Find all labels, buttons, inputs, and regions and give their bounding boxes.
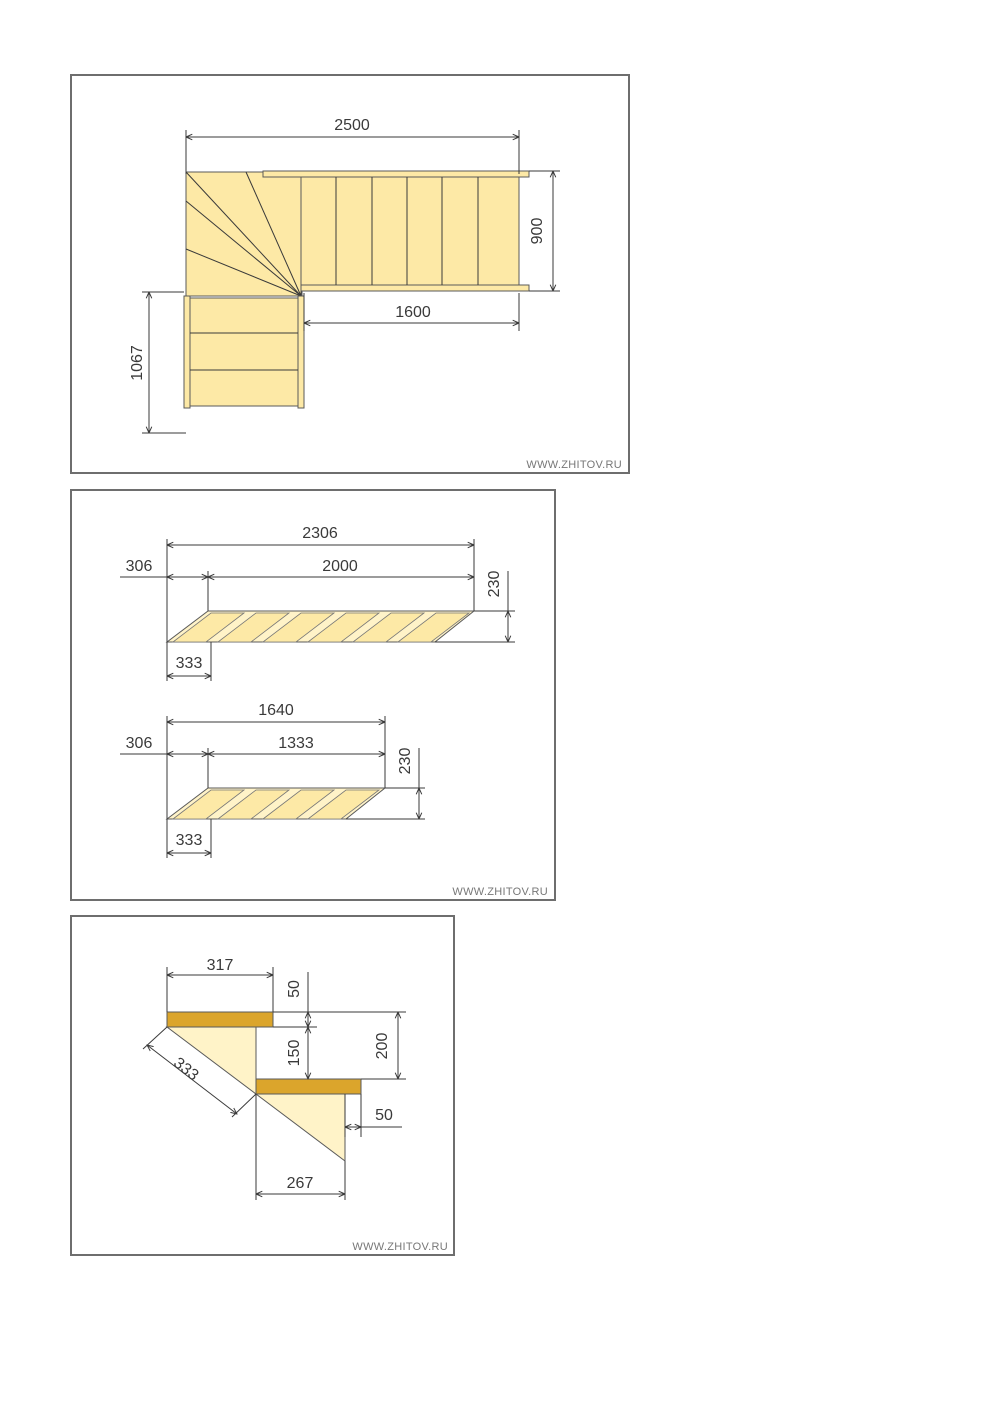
long-height-label: 230 (486, 570, 503, 598)
tread-thickness-label: 50 (286, 980, 303, 998)
short-step-label: 333 (175, 832, 203, 849)
short-total-label: 1640 (258, 702, 294, 719)
lower-flight (186, 298, 302, 406)
stringer-panel (70, 489, 556, 901)
total-width-label: 2500 (334, 117, 370, 134)
going-label: 267 (286, 1175, 314, 1192)
watermark: WWW.ZHITOV.RU (352, 1241, 448, 1253)
diagonal-label: 333 (170, 1054, 202, 1085)
long-step-label: 333 (175, 655, 203, 672)
short-run-label: 1333 (278, 735, 314, 752)
upper-tread (167, 1012, 273, 1027)
lower-stringer-right (298, 296, 304, 408)
step-detail-diagram (72, 917, 453, 1254)
long-total-label: 2306 (302, 525, 338, 542)
lower-flight-length-label: 1067 (129, 345, 146, 381)
stair-plan-diagram (72, 76, 628, 472)
riser-gap-label: 150 (286, 1039, 303, 1067)
short-offset-label: 306 (125, 735, 153, 752)
watermark: WWW.ZHITOV.RU (452, 886, 548, 898)
upper-stringer-top (263, 171, 529, 177)
long-run-label: 2000 (322, 558, 358, 575)
overhang-label: 50 (375, 1107, 393, 1124)
stringer-triangle (256, 1094, 345, 1161)
tread-depth-label: 317 (206, 957, 234, 974)
rise-label: 200 (374, 1032, 391, 1060)
lower-stringer-left (184, 296, 190, 408)
upper-flight-length-label: 1600 (395, 304, 431, 321)
lower-tread (256, 1079, 361, 1094)
extension-line (143, 1027, 167, 1049)
upper-flight (301, 177, 519, 291)
flight-width-label: 900 (529, 217, 546, 245)
stringer-diagram (72, 491, 554, 899)
short-height-label: 230 (397, 747, 414, 775)
stair-plan-panel (70, 74, 630, 474)
long-offset-label: 306 (125, 558, 153, 575)
watermark: WWW.ZHITOV.RU (526, 459, 622, 471)
step-detail-panel (70, 915, 455, 1256)
upper-stringer-bottom (301, 285, 529, 291)
